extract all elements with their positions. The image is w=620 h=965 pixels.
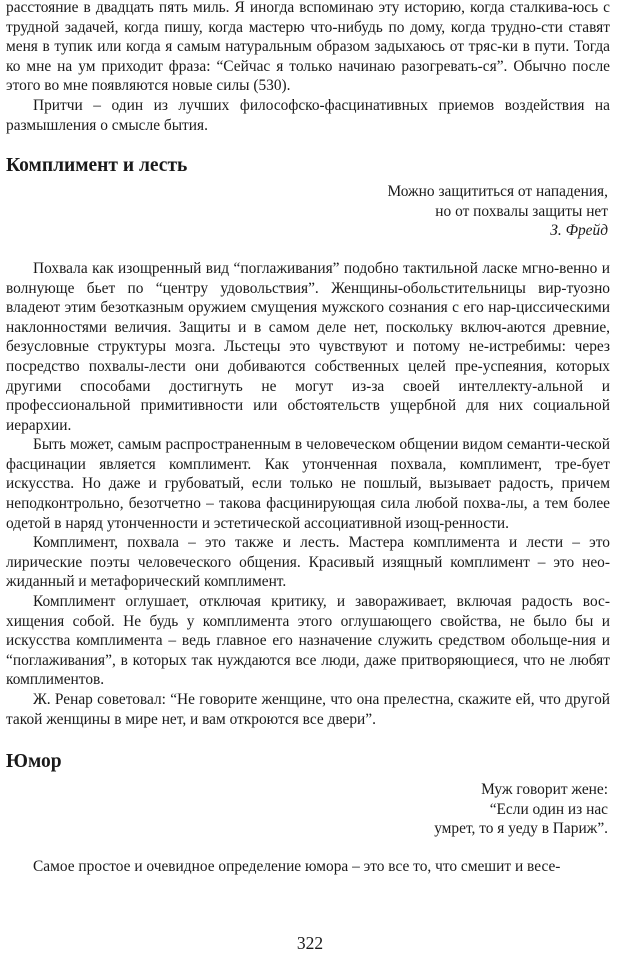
epigraph-line: Можно защититься от нападения, [387, 183, 608, 201]
paragraph-renard: Ж. Ренар советовал: “Не говорите женщине, что она прелестна, скажите ей, что другой такой женщины в мире нет, и вам откроются все двери”. [6, 691, 610, 728]
epigraph-line: “Если один из нас [489, 800, 608, 818]
section-title-compliment: Комплимент и лесть [6, 155, 188, 177]
epigraph-line: но от похвалы защиты нет [435, 202, 608, 220]
paragraph-continued: расстояние в двадцать пять миль. Я иногда вспоминаю эту историю, когда сталкива-юсь с трудной задачей, когда пишу, когда мастерю что-нибудь по дому, когда трудно-сти ставят меня в тупик или когда я самым натуральным образом задыхаюсь от тряс-ки в пути. Тогда ко мне на ум приходит фраза: “Сейчас я только начинаю разогревать-ся”. Обычно после этого во мне появляются новые силы (530). [6, 0, 610, 95]
paragraph-compliment-stuns: Комплимент оглушает, отключая критику, и завораживает, включая радость вос-хищения собой. Не будь у комплимента этого оглушающего свойства, не было бы и искусства комплимента – ведь главное его назначение служить средством обольще-ния и “поглаживания”, в которых так нуждаются все люди, даже притворяющиеся, что не любят комплиментов. [6, 593, 610, 689]
epigraph-joke [6, 780, 610, 839]
paragraph-humor-definition: Самое простое и очевидное определение юмора – это все то, что смешит и весе- [33, 857, 561, 875]
section-title-humor: Юмор [6, 751, 62, 773]
paragraph-compliment-flattery: Комплимент, похвала – это также и лесть. Мастера комплимента и лести – это лирические поэты человеческого общения. Красивый изящный комплимент – это нео-жиданный и метафорический комплимент. [6, 534, 610, 591]
epigraph-author: З. Фрейд [550, 222, 608, 240]
paragraph-praise: Похвала как изощренный вид “поглаживания” подобно тактильной ласке мгно-венно и волнующе бьет по “центру удовольствия”. Женщины-обольстительницы вир-туозно владеют этим безотказным оружием смущения мужского сознания с его нар-циссическими наклонностями величия. Защиты и в самом деле нет, поскольку включ-аются древние, безусловные структуры мозга. Льстецы это чувствуют и потому не-истребимы: через посредство похвалы-лести они добиваются собственных целей пре-успеяния, которых другими способами достигнуть не могут из-за своей интеллекту-альной и профессиональной примитивности или обстоятельств ущербной для них социальной иерархии. [6, 259, 610, 434]
paragraph-parables: Притчи – один из лучших философско-фасцинативных приемов воздействия на размышления о смысле бытия. [6, 96, 610, 134]
paragraph-compliment-common: Быть может, самым распространенным в человеческом общении видом семанти-ческой фасцинации является комплимент. Как утонченная похвала, комплимент, тре-бует искусства. Но даже и грубоватый, если только не пошлый, вызывает радость, причем неподконтрольно, безотчетно – такова фасцинирующая сила любой похва-лы, а тем более одетой в наряд утонченности и эстетической ассоциативной изощ-ренности. [6, 436, 610, 532]
epigraph-line: умрет, то я уеду в Париж”. [434, 820, 608, 838]
page-number: 322 [296, 933, 324, 953]
epigraph-line: Муж говорит жене: [481, 781, 608, 799]
epigraph-freud [6, 182, 610, 241]
